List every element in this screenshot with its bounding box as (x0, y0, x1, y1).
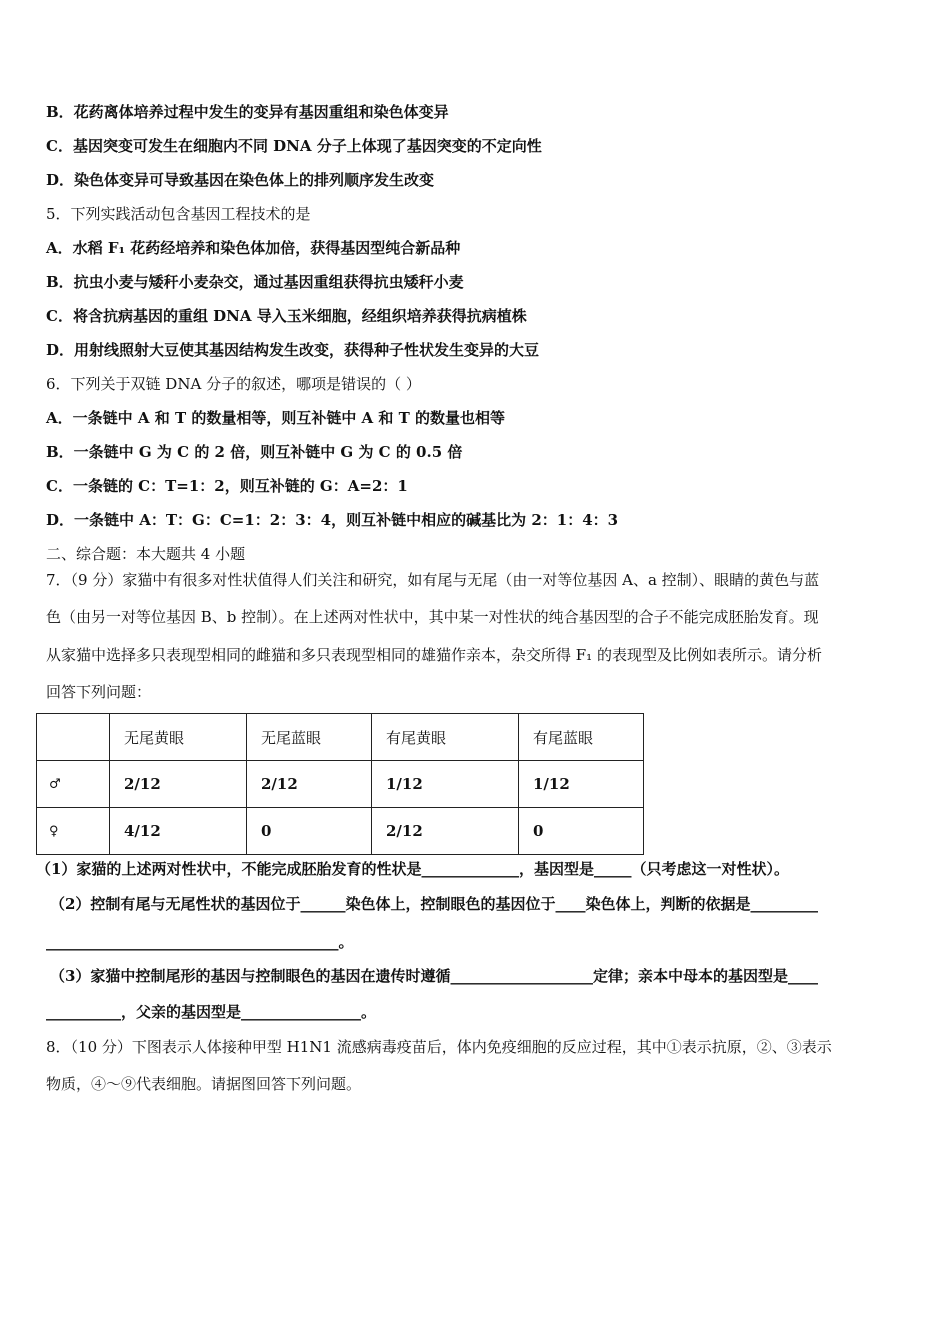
q7-sub-1: （1）家猫的上述两对性状中，不能完成胚胎发育的性状是_____________，基因型是_____（只考虑这一对性状）。 (36, 860, 789, 878)
table-cell: 1/12 (519, 761, 644, 808)
table-header-cell (37, 714, 110, 761)
table-header-cell: 无尾蓝眼 (247, 714, 372, 761)
table-header-row (37, 714, 644, 761)
phenotype-table (36, 713, 644, 855)
female-symbol: ♀ (37, 808, 110, 855)
q5-option-a: A．水稻 F₁ 花药经培养和染色体加倍，获得基因型纯合新品种 (46, 239, 461, 257)
q8-line-2: 物质，④～⑨代表细胞。请据图回答下列问题。 (46, 1075, 362, 1093)
q5-option-b: B．抗虫小麦与矮秆小麦杂交，通过基因重组获得抗虫矮秆小麦 (46, 273, 464, 291)
table-header-cell: 有尾黄眼 (372, 714, 519, 761)
q6-stem: 6．下列关于双链 DNA 分子的叙述，哪项是错误的（ ） (46, 375, 421, 393)
q7-sub-2b: _______________________________________。 (46, 933, 354, 951)
q4-option-b: B．花药离体培养过程中发生的变异有基因重组和染色体变异 (46, 103, 449, 121)
table-cell: 2/12 (372, 808, 519, 855)
table-header-cell: 无尾黄眼 (110, 714, 247, 761)
q5-option-d: D．用射线照射大豆使其基因结构发生改变，获得种子性状发生变异的大豆 (46, 341, 540, 359)
q7-sub-3a: （3）家猫中控制尾形的基因与控制眼色的基因在遗传时遵循___________________定律；亲本中母本的基因型是____ (50, 967, 818, 985)
q7-line-2: 色（由另一对等位基因 B、b 控制）。在上述两对性状中，其中某一对性状的纯合基因型的合子不能完成胚胎发育。现 (46, 608, 819, 626)
table-cell: 1/12 (372, 761, 519, 808)
q4-option-d: D．染色体变异可导致基因在染色体上的排列顺序发生改变 (46, 171, 435, 189)
q7-sub-2a: （2）控制有尾与无尾性状的基因位于______染色体上，控制眼色的基因位于____染色体上，判断的依据是_________ (50, 895, 818, 913)
table-row (37, 761, 644, 808)
q7-sub-3b: __________，父亲的基因型是________________。 (46, 1003, 377, 1021)
q4-option-c: C．基因突变可发生在细胞内不同 DNA 分子上体现了基因突变的不定向性 (46, 137, 542, 155)
table-cell: 4/12 (110, 808, 247, 855)
table-cell: 2/12 (110, 761, 247, 808)
q7-line-1: 7．（9 分）家猫中有很多对性状值得人们关注和研究，如有尾与无尾（由一对等位基因 A、a 控制）、眼睛的黄色与蓝 (46, 571, 820, 589)
section-heading: 二、综合题：本大题共 4 小题 (46, 545, 246, 563)
q7-line-3: 从家猫中选择多只表现型相同的雌猫和多只表现型相同的雄猫作亲本，杂交所得 F₁ 的表现型及比例如表所示。请分析 (46, 646, 822, 664)
table-cell: 2/12 (247, 761, 372, 808)
q6-option-c: C．一条链的 C：T=1：2，则互补链的 G：A=2：1 (46, 477, 408, 495)
q6-option-d: D．一条链中 A：T：G：C=1：2：3：4，则互补链中相应的碱基比为 2：1：4：3 (46, 511, 619, 529)
table-cell: 0 (519, 808, 644, 855)
male-symbol: ♂ (37, 761, 110, 808)
q5-option-c: C．将含抗病基因的重组 DNA 导入玉米细胞，经组织培养获得抗病植株 (46, 307, 527, 325)
table-row (37, 808, 644, 855)
q5-stem: 5．下列实践活动包含基因工程技术的是 (46, 205, 311, 223)
q6-option-b: B．一条链中 G 为 C 的 2 倍，则互补链中 G 为 C 的 0.5 倍 (46, 443, 463, 461)
q6-option-a: A．一条链中 A 和 T 的数量相等，则互补链中 A 和 T 的数量也相等 (46, 409, 506, 427)
table-header-cell: 有尾蓝眼 (519, 714, 644, 761)
table-cell: 0 (247, 808, 372, 855)
q7-line-4: 回答下列问题： (46, 683, 152, 701)
q8-line-1: 8．（10 分）下图表示人体接种甲型 H1N1 流感病毒疫苗后，体内免疫细胞的反应过程，其中①表示抗原，②、③表示 (46, 1038, 832, 1056)
